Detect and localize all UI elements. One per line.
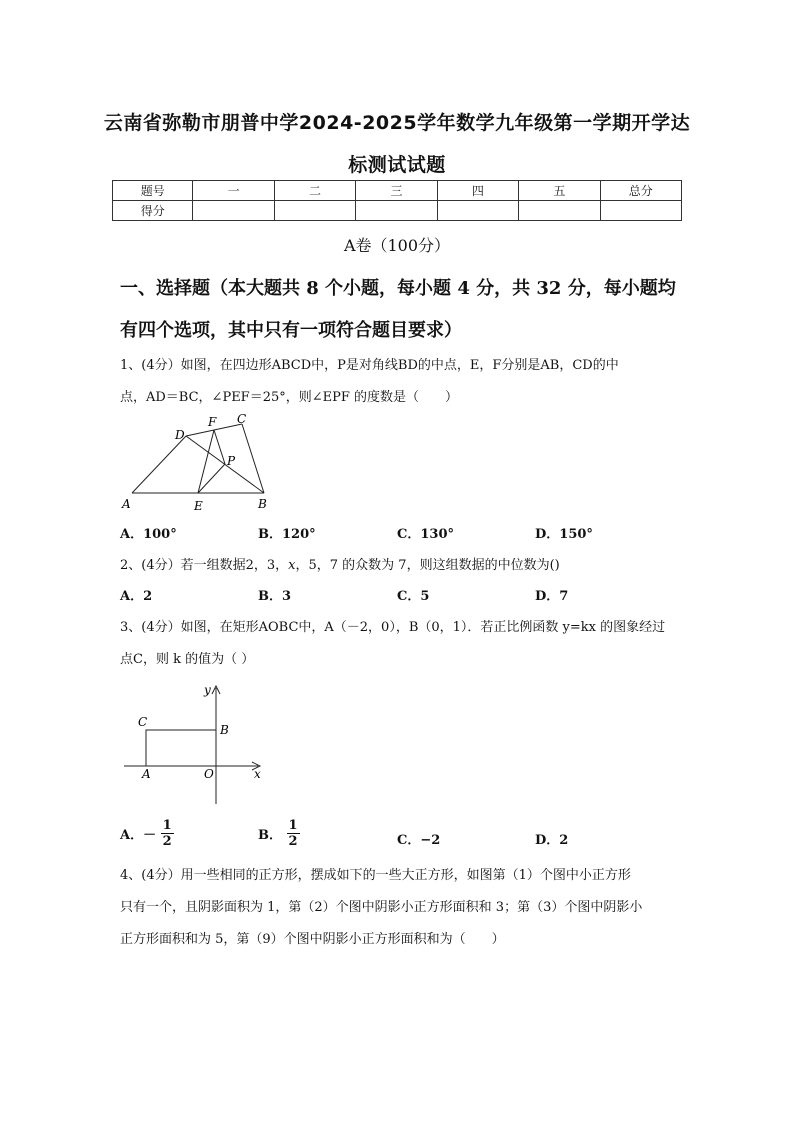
score-header-cell: 三 [356,181,437,201]
q3-option-a[interactable] [120,818,174,849]
label-b: B [258,497,267,511]
q4-text: 4、(4分）用一些相同的正方形，摆成如下的一些大正方形，如图第（1）个图中小正方形 [120,868,631,883]
score-header-cell: 一 [193,181,274,201]
label-p: P [227,454,236,468]
score-header-cell: 总分 [600,181,681,201]
q3-option-a-label: A．－ [120,828,157,843]
page-title: 云南省弥勒市朋普中学2024-2025学年数学九年级第一学期开学达 [103,112,691,134]
score-header-cell: 五 [519,181,600,201]
fraction [287,818,300,849]
q2-option-b[interactable]: B．3 [258,589,292,604]
q3-text-line2: 点C，则 k 的值为（ ） [120,652,255,667]
label-a: A [142,767,151,781]
score-row-label: 得分 [113,201,193,221]
label-e: E [194,499,203,513]
score-table-score-row [113,201,682,221]
q2-option-d[interactable]: D．7 [535,589,569,604]
rectangle-aobc [146,730,216,766]
q3-option-b-label: B． [258,828,282,843]
q3-option-b[interactable] [258,818,300,849]
label-o: O [204,767,214,781]
part1-heading: 一、选择题（本大题共 8 个小题，每小题 4 分，共 32 分，每小题均 [120,278,676,299]
q2-text-post: ，5，7 的众数为 7，则这组数据的中位数为() [295,558,560,573]
q3-figure [118,680,268,808]
fraction [161,818,174,849]
q2-text [120,554,560,573]
segment-ad [132,436,186,493]
q1-option-b[interactable]: B．120° [258,527,316,542]
q1-figure [118,412,278,514]
score-header-cell: 二 [274,181,355,201]
q4-text-line2: 只有一个，且阴影面积为 1，第（2）个图中阴影小正方形面积和 3；第（3）个图中阴影小 [120,900,643,915]
label-d: D [175,428,185,442]
label-c: C [138,715,148,729]
score-header-cell: 题号 [113,181,193,201]
numerator: 1 [162,818,172,833]
segment-fp [214,430,225,464]
score-input-cell[interactable] [356,201,437,221]
q2-text-pre: 2、(4分）若一组数据2，3， [120,558,289,573]
numerator: 1 [288,818,298,833]
q2-option-a[interactable]: A．2 [120,589,153,604]
denominator: 2 [288,834,298,849]
page-title-line2: 标测试试题 [348,154,446,176]
score-input-cell[interactable] [519,201,600,221]
label-b: B [220,723,229,737]
q4-text-line3: 正方形面积和为 5，第（9）个图中阴影小正方形面积和为（ ） [120,932,505,947]
q3-text: 3、(4分）如图，在矩形AOBC中，A（－2，0），B（0，1）．若正比例函数 y=kx 的图象经过 [120,620,666,635]
label-f: F [208,415,217,429]
segment-fe [198,430,214,493]
q2-option-c[interactable]: C．5 [397,589,430,604]
score-input-cell[interactable] [193,201,274,221]
score-input-cell[interactable] [274,201,355,221]
q3-option-c[interactable]: C．−2 [397,833,441,848]
label-y: y [204,683,211,697]
part1-heading-line2: 有四个选项，其中只有一项符合题目要求） [120,320,462,341]
label-c: C [237,412,247,426]
score-input-cell[interactable] [600,201,681,221]
q1-option-c[interactable]: C．130° [397,527,454,542]
q3-option-d[interactable]: D．2 [535,833,569,848]
segment-cb [242,424,264,493]
section-title: A卷（100分） [343,236,451,255]
q1-option-d[interactable]: D．150° [535,527,593,542]
label-a: A [122,497,131,511]
q2-variable-x: x [288,558,296,573]
score-input-cell[interactable] [437,201,518,221]
denominator: 2 [162,834,172,849]
q1-text-line2: 点，AD＝BC，∠PEF＝25°，则∠EPF 的度数是（ ） [120,390,459,405]
q1-text: 1、(4分）如图，在四边形ABCD中，P是对角线BD的中点，E，F分别是AB，CD的中 [120,358,619,373]
q1-option-a[interactable]: A．100° [120,527,177,542]
score-table [112,180,682,221]
label-x: x [254,767,261,781]
score-table-header-row [113,181,682,201]
score-header-cell: 四 [437,181,518,201]
